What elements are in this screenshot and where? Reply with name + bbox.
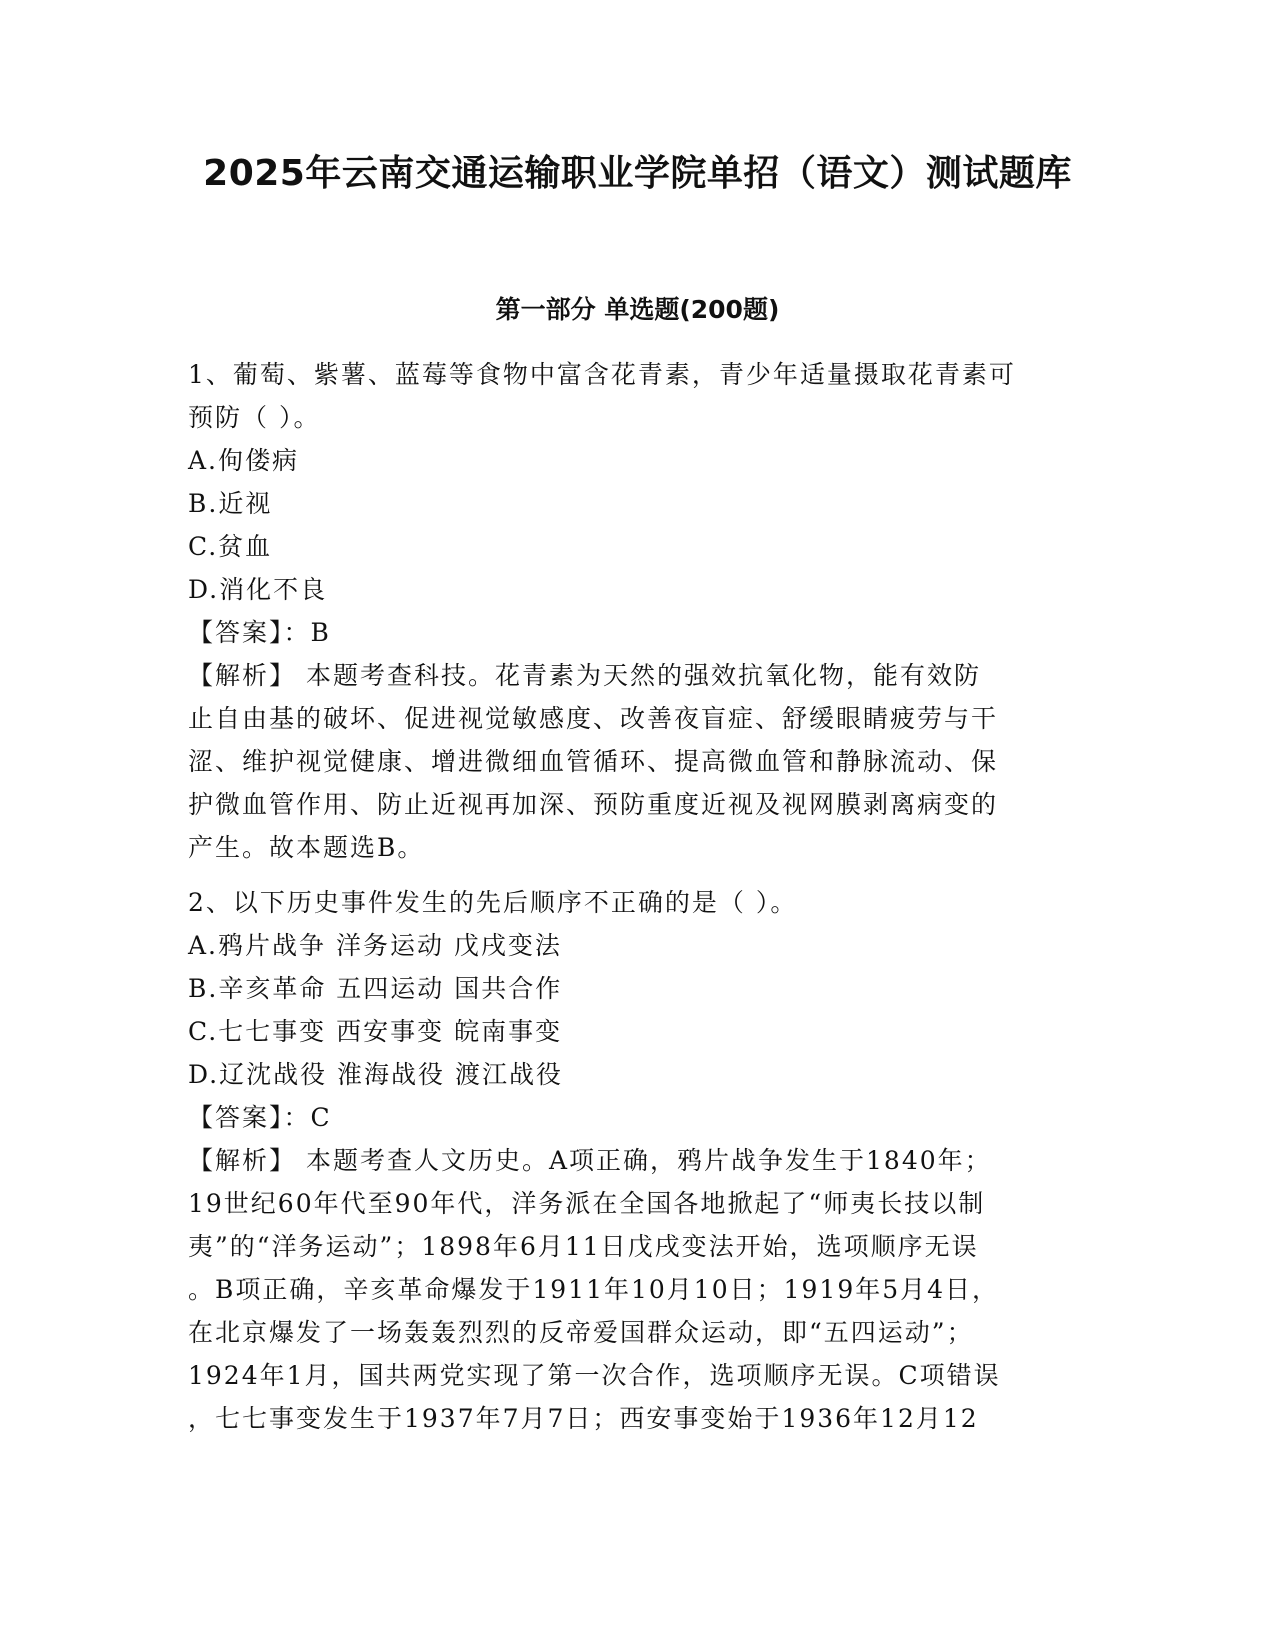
answer-line: 【答案】：B bbox=[188, 618, 331, 647]
option-a: A.佝偻病 bbox=[188, 446, 300, 475]
analysis-line: 夷”的“洋务运动”；1898年6月11日戊戌变法开始，选项顺序无误 bbox=[188, 1232, 979, 1261]
analysis-line: 【解析】 本题考查人文历史。A项正确，鸦片战争发生于1840年； bbox=[188, 1146, 992, 1175]
question-block bbox=[188, 353, 1078, 869]
analysis-line: 【解析】 本题考查科技。花青素为天然的强效抗氧化物，能有效防 bbox=[188, 661, 981, 690]
option-d: D.消化不良 bbox=[188, 575, 328, 604]
analysis-line: 19世纪60年代至90年代，洋务派在全国各地掀起了“师夷长技以制 bbox=[188, 1189, 986, 1218]
analysis-line: ，七七事变发生于1937年7月7日；西安事变始于1936年12月12 bbox=[188, 1404, 979, 1433]
option-d: D.辽沈战役 淮海战役 渡江战役 bbox=[188, 1060, 563, 1089]
analysis-line: 护微血管作用、防止近视再加深、预防重度近视及视网膜剥离病变的 bbox=[188, 790, 999, 819]
question-stem-line: 2、以下历史事件发生的先后顺序不正确的是（ ）。 bbox=[188, 888, 798, 917]
analysis-line: 在北京爆发了一场轰轰烈烈的反帝爱国群众运动，即“五四运动”； bbox=[188, 1318, 974, 1347]
analysis-line: 。B项正确，辛亥革命爆发于1911年10月10日；1919年5月4日， bbox=[188, 1275, 1000, 1304]
answer-line: 【答案】：C bbox=[188, 1103, 332, 1132]
option-b: B.近视 bbox=[188, 489, 273, 518]
question-spacer bbox=[188, 869, 1078, 881]
question-stem-line: 预防（ ）。 bbox=[188, 403, 321, 432]
option-c: C.七七事变 西安事变 皖南事变 bbox=[188, 1017, 563, 1046]
option-b: B.辛亥革命 五四运动 国共合作 bbox=[188, 974, 563, 1003]
analysis-line: 产生。故本题选B。 bbox=[188, 833, 425, 862]
analysis-line: 涩、维护视觉健康、增进微细血管循环、提高微血管和静脉流动、保 bbox=[188, 747, 999, 776]
section-heading: 第一部分 单选题(200题) bbox=[495, 295, 780, 324]
analysis-line: 1924年1月，国共两党实现了第一次合作，选项顺序无误。C项错误 bbox=[188, 1361, 1001, 1390]
option-a: A.鸦片战争 洋务运动 戊戌变法 bbox=[188, 931, 562, 960]
option-c: C.贫血 bbox=[188, 532, 273, 561]
question-list bbox=[188, 353, 1078, 1440]
question-block bbox=[188, 881, 1078, 1440]
question-stem-line: 1、葡萄、紫薯、蓝莓等食物中富含花青素，青少年适量摄取花青素可 bbox=[188, 360, 1016, 389]
analysis-line: 止自由基的破坏、促进视觉敏感度、改善夜盲症、舒缓眼睛疲劳与干 bbox=[188, 704, 999, 733]
document-title: 2025年云南交通运输职业学院单招（语文）测试题库 bbox=[203, 153, 1072, 194]
